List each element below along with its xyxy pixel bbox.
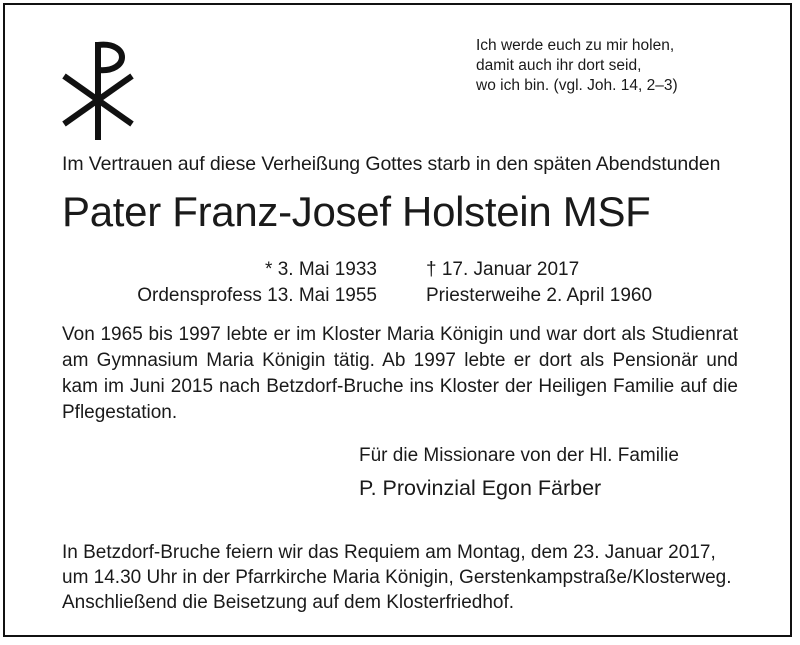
dates-left-column (137, 257, 377, 309)
deceased-name: Pater Franz-Josef Holstein MSF (62, 188, 651, 235)
profession-date: Ordensprofess 13. Mai 1955 (137, 285, 377, 306)
quote-line: Ich werde euch zu mir holen, (476, 37, 675, 54)
requiem-line: In Betzdorf-Bruche feiern wir das Requiem am Montag, dem 23. Januar 2017, (62, 542, 716, 563)
birth-date: * 3. Mai 1933 (265, 259, 377, 280)
biography-text: Von 1965 bis 1997 lebte er im Kloster Maria Königin und war dort als Studienrat am Gymnasium Maria Königin tätig. Ab 1997 lebte er dort als Pensionär und kam im Juni 2015 nach Betzdorf-Bruche ins Kloster der Heiligen Familie auf die Pflegestation. (62, 324, 738, 423)
requiem-line: um 14.30 Uhr in der Pfarrkirche Maria Königin, Gerstenkampstraße/Klosterweg. (62, 567, 732, 588)
intro-text: Im Vertrauen auf diese Verheißung Gottes starb in den späten Abendstunden (62, 153, 721, 175)
quote-line: damit auch ihr dort seid, (476, 57, 642, 74)
death-date: † 17. Januar 2017 (426, 259, 580, 280)
signature-name: P. Provinzial Egon Färber (359, 476, 602, 500)
bible-quote (476, 36, 776, 96)
quote-line: wo ich bin. (vgl. Joh. 14, 2–3) (476, 77, 678, 94)
requiem-info (62, 540, 752, 615)
dates-right-column (426, 257, 652, 309)
ordination-date: Priesterweihe 2. April 1960 (426, 285, 653, 306)
chi-rho-icon (58, 40, 138, 142)
signature-organization: Für die Missionare von der Hl. Familie (359, 445, 679, 466)
requiem-line: Anschließend die Beisetzung auf dem Klosterfriedhof. (62, 592, 515, 613)
